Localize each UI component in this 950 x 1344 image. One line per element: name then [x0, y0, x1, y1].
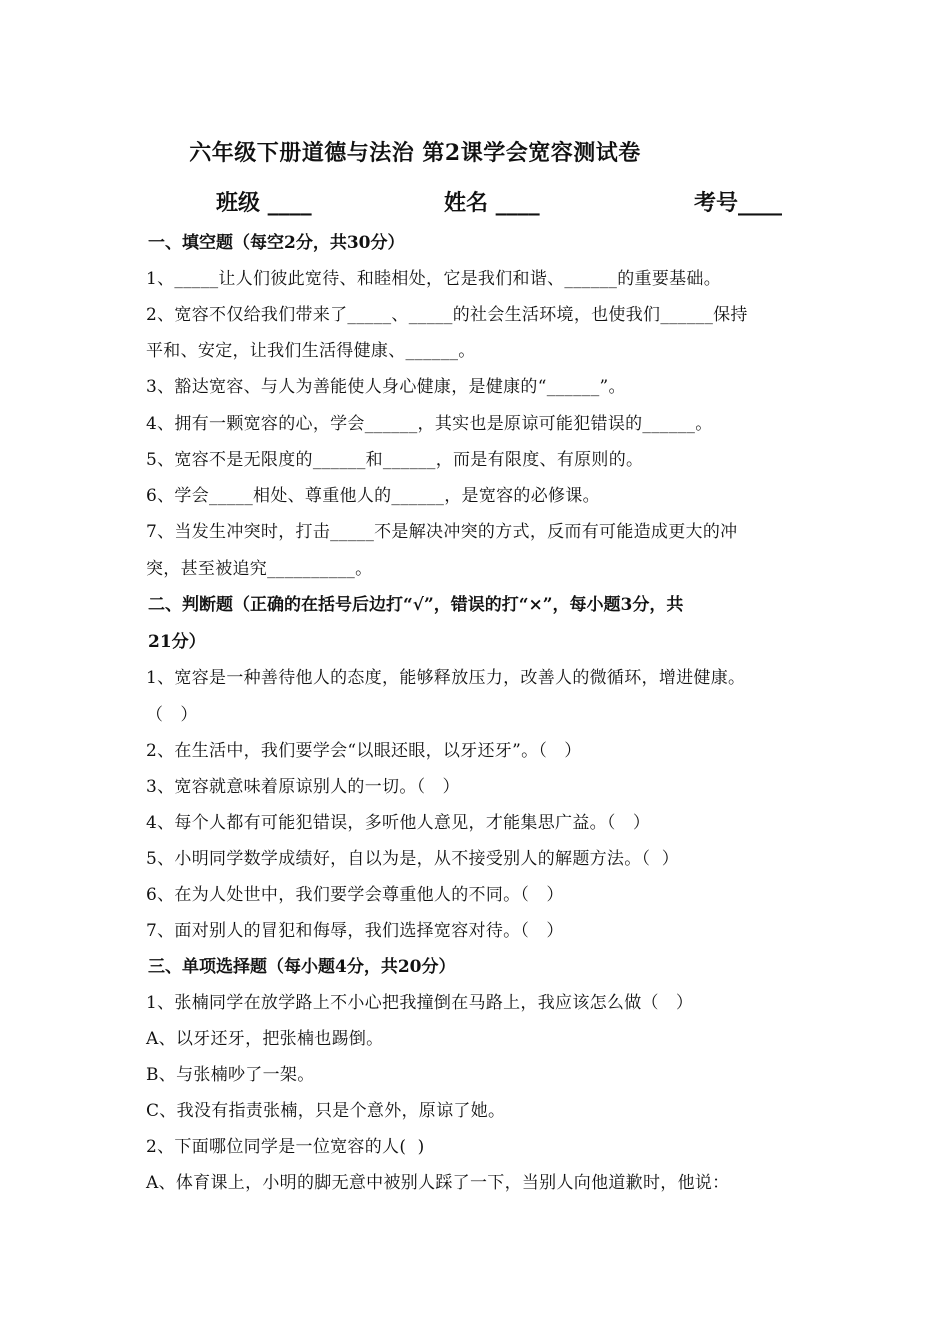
- page-title: 六年级下册道德与法治 第2课学会宽容测试卷: [189, 140, 641, 166]
- fill-question-7: 7、当发生冲突时，打击_____不是解决冲突的方式，反而有可能造成更大的冲: [146, 522, 738, 542]
- section-true-false-heading-continued: 21分）: [148, 632, 206, 652]
- judge-question-1: 1、宽容是一种善待他人的态度，能够释放压力，改善人的微循环，增进健康。: [146, 668, 746, 688]
- fill-question-4: 4、拥有一颗宽容的心，学会______，其实也是原谅可能犯错误的______。: [146, 414, 713, 434]
- section-true-false-heading: 二、判断题（正确的在括号后边打“√”，错误的打“×”，每小题3分，共: [148, 595, 684, 615]
- judge-question-6: 6、在为人处世中，我们要学会尊重他人的不同。（ ）: [146, 885, 564, 905]
- fill-question-2-continued: 平和、安定，让我们生活得健康、______。: [146, 341, 476, 361]
- fill-question-5: 5、宽容不是无限度的______和______，而是有限度、有原则的。: [146, 450, 644, 470]
- choice-question-1: 1、张楠同学在放学路上不小心把我撞倒在马路上，我应该怎么做（ ）: [146, 993, 694, 1013]
- choice-question-1-option-b: B、与张楠吵了一架。: [146, 1065, 315, 1085]
- fill-question-3: 3、豁达宽容、与人为善能使人身心健康，是健康的“______”。: [146, 377, 626, 397]
- section-single-choice-heading: 三、单项选择题（每小题4分，共20分）: [148, 957, 456, 977]
- fill-question-6: 6、学会_____相处、尊重他人的______，是宽容的必修课。: [146, 486, 600, 506]
- choice-question-1-option-c: C、我没有指责张楠，只是个意外，原谅了她。: [146, 1101, 506, 1121]
- judge-question-5: 5、小明同学数学成绩好，自以为是，从不接受别人的解题方法。（ ）: [146, 849, 680, 869]
- judge-question-1-bracket: （ ）: [146, 705, 198, 725]
- choice-question-1-option-a: A、以牙还牙，把张楠也踢倒。: [146, 1029, 384, 1049]
- fill-question-7-continued: 突，甚至被追究__________。: [146, 559, 373, 579]
- judge-question-2: 2、在生活中，我们要学会“以眼还眼，以牙还牙”。（ ）: [146, 741, 582, 761]
- judge-question-7: 7、面对别人的冒犯和侮辱，我们选择宽容对待。（ ）: [146, 921, 564, 941]
- fill-question-2: 2、宽容不仅给我们带来了_____、_____的社会生活环境，也使我们______保持: [146, 305, 748, 325]
- exam-number-field-label: 考号____: [694, 190, 783, 216]
- section-fill-in-heading: 一、填空题（每空2分，共30分）: [148, 233, 405, 253]
- judge-question-4: 4、每个人都有可能犯错误，多听他人意见，才能集思广益。（ ）: [146, 813, 651, 833]
- choice-question-2: 2、下面哪位同学是一位宽容的人( ): [146, 1137, 425, 1157]
- class-field-label: 班级 ____: [216, 190, 312, 216]
- fill-question-1: 1、_____让人们彼此宽待、和睦相处，它是我们和谐、______的重要基础。: [146, 269, 722, 289]
- judge-question-3: 3、宽容就意味着原谅别人的一切。（ ）: [146, 777, 460, 797]
- choice-question-2-option-a: A、体育课上，小明的脚无意中被别人踩了一下，当别人向他道歉时，他说：: [146, 1173, 730, 1193]
- name-field-label: 姓名 ____: [444, 190, 540, 216]
